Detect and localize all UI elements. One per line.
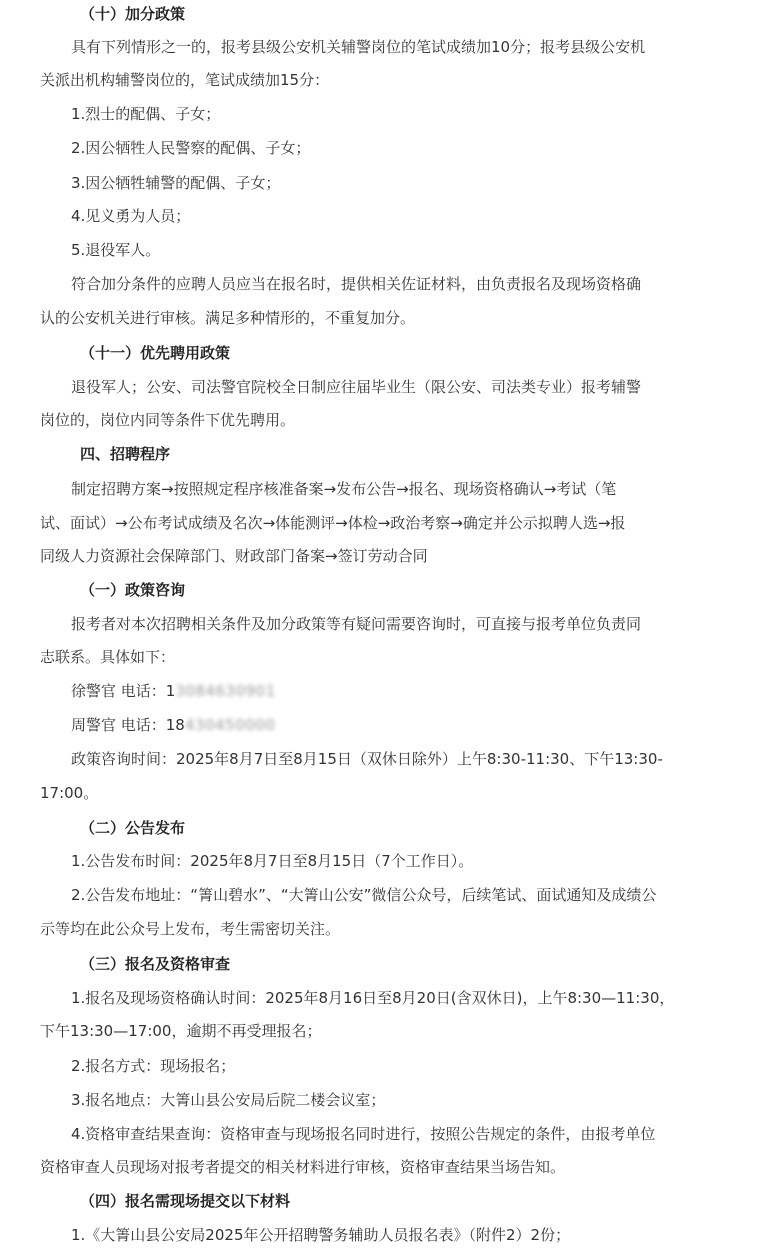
paragraph-line	[71, 240, 759, 260]
paragraph-line	[71, 1225, 759, 1245]
paragraph-line	[40, 513, 730, 533]
line-text: 报考者对本次招聘相关条件及加分政策等有疑问需要咨询时，可直接与报考单位负责同	[71, 615, 642, 633]
paragraph-line	[40, 647, 730, 667]
line-text: 2.报名方式：现场报名；	[71, 1057, 236, 1075]
line-text: 17:00。	[40, 784, 99, 802]
section-heading	[80, 343, 759, 363]
paragraph-line	[40, 546, 730, 566]
paragraph-line	[71, 885, 759, 905]
line-text: 具有下列情形之一的，报考县级公安机关辅警岗位的笔试成绩加10分；报考县级公安机	[71, 38, 646, 56]
paragraph-line	[40, 919, 730, 939]
heading-text: （四）报名需现场提交以下材料	[80, 1192, 291, 1210]
heading-text: （十）加分政策	[80, 5, 186, 23]
heading-text: （一）政策咨询	[80, 581, 186, 599]
paragraph-line	[40, 1157, 730, 1177]
line-text: 认的公安机关进行审核。满足多种情形的，不重复加分。	[40, 309, 416, 327]
paragraph-line	[71, 1090, 759, 1110]
paragraph-line	[71, 377, 759, 397]
heading-text: 四、招聘程序	[80, 445, 171, 463]
paragraph-line	[71, 479, 759, 499]
paragraph-line	[40, 308, 730, 328]
line-text: 示等均在此公众号上发布，考生需密切关注。	[40, 920, 341, 938]
section-heading	[80, 818, 759, 838]
line-text: 资格审查人员现场对报考者提交的相关材料进行审核，资格审查结果当场告知。	[40, 1158, 566, 1176]
paragraph-line	[40, 70, 730, 90]
line-text: 制定招聘方案→按照规定程序核准备案→发布公告→报名、现场资格确认→考试（笔	[71, 480, 617, 498]
line-text: 同级人力资源社会保障部门、财政部门备案→签订劳动合同	[40, 547, 428, 565]
contact-line	[71, 681, 759, 701]
redacted-phone-number: 430450000	[184, 716, 276, 734]
paragraph-line	[71, 274, 759, 294]
line-text: 1.公告发布时间：2025年8月7日至8月15日（7个工作日）。	[71, 852, 474, 870]
paragraph-line	[71, 1124, 759, 1144]
section-heading	[80, 1191, 759, 1211]
line-text: 周警官 电话：18	[71, 716, 185, 734]
paragraph-line	[71, 851, 759, 871]
line-text: 下午13:30—17:00，逾期不再受理报名；	[40, 1022, 322, 1040]
contact-line	[71, 715, 759, 735]
paragraph-line	[40, 410, 730, 430]
line-text: 1.报名及现场资格确认时间：2025年8月16日至8月20日(含双休日)，上午8:30—11:30，	[71, 989, 675, 1007]
line-text: 3.因公牺牲辅警的配偶、子女；	[71, 174, 281, 192]
paragraph-line	[71, 749, 759, 769]
line-text: 符合加分条件的应聘人员应当在报名时，提供相关佐证材料，由负责报名及现场资格确	[71, 275, 642, 293]
line-text: 退役军人；公安、司法警官院校全日制应往届毕业生（限公安、司法类专业）报考辅警	[71, 378, 642, 396]
line-text: 3.报名地点：大箐山县公安局后院二楼会议室；	[71, 1091, 386, 1109]
paragraph-line	[71, 173, 759, 193]
section-heading	[80, 4, 759, 24]
redacted-phone-number: 3084630901	[175, 682, 276, 700]
paragraph-line	[71, 206, 759, 226]
line-text: 1.烈士的配偶、子女；	[71, 105, 221, 123]
paragraph-line	[40, 1021, 730, 1041]
line-text: 政策咨询时间：2025年8月7日至8月15日（双休日除外）上午8:30-11:30、下午13:30-	[71, 750, 663, 768]
paragraph-line	[71, 37, 759, 57]
line-text: 1.《大箐山县公安局2025年公开招聘警务辅助人员报名表》（附件2）2份；	[71, 1226, 571, 1244]
line-text: 徐警官 电话：1	[71, 682, 176, 700]
paragraph-line	[40, 783, 730, 803]
paragraph-line	[71, 614, 759, 634]
paragraph-line	[71, 1056, 759, 1076]
section-heading	[80, 580, 759, 600]
line-text: 4.资格审查结果查询：资格审查与现场报名同时进行，按照公告规定的条件，由报考单位	[71, 1125, 656, 1143]
line-text: 关派出机构辅警岗位的，笔试成绩加15分：	[40, 71, 330, 89]
section-heading	[80, 444, 759, 464]
line-text: 5.退役军人。	[71, 241, 161, 259]
section-heading	[80, 954, 759, 974]
line-text: 2.因公牺牲人民警察的配偶、子女；	[71, 139, 311, 157]
paragraph-line	[71, 138, 759, 158]
heading-text: （三）报名及资格审查	[80, 955, 231, 973]
line-text: 2.公告发布地址：“箐山碧水”、“大箐山公安”微信公众号，后续笔试、面试通知及成绩公	[71, 886, 657, 904]
line-text: 试、面试）→公布考试成绩及名次→体能测评→体检→政治考察→确定并公示拟聘人选→报	[40, 514, 626, 532]
line-text: 岗位的，岗位内同等条件下优先聘用。	[40, 411, 296, 429]
line-text: 志联系。具体如下：	[40, 648, 176, 666]
heading-text: （二）公告发布	[80, 819, 186, 837]
heading-text: （十一）优先聘用政策	[80, 344, 231, 362]
paragraph-line	[71, 104, 759, 124]
paragraph-line	[71, 988, 759, 1008]
line-text: 4.见义勇为人员；	[71, 207, 191, 225]
